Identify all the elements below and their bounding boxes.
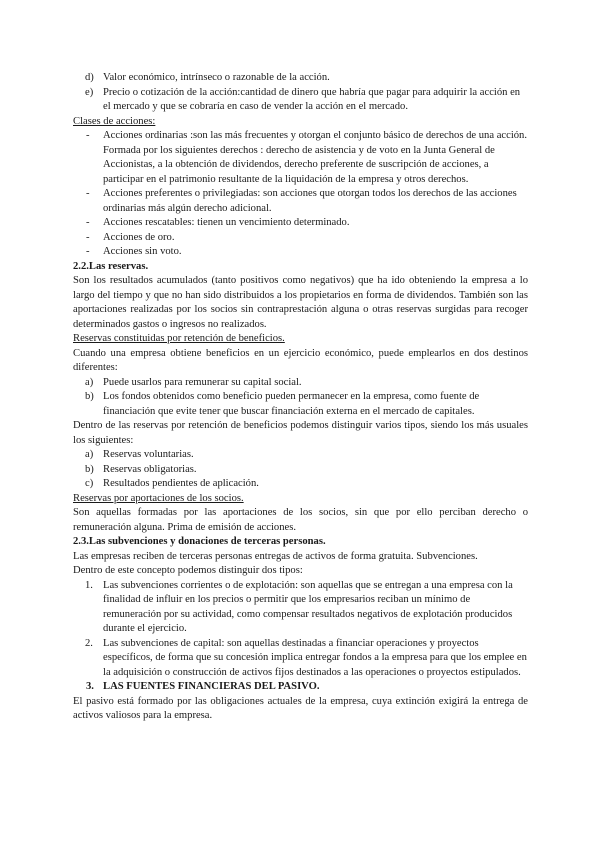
- list-text: Los fondos obtenidos como beneficio pueden permanecer en la empresa, como fuente de financiación que evite tener que buscar financiación externa en el mercado de capitales.: [103, 391, 480, 417]
- list-item: [73, 86, 528, 115]
- list-marker: 1.: [85, 579, 93, 591]
- list-text: Reservas voluntarias.: [103, 449, 194, 460]
- acc-list: [73, 71, 528, 115]
- list-item: [73, 376, 528, 391]
- list-item: [73, 637, 528, 681]
- list-text: Acciones de oro.: [103, 231, 175, 243]
- pasivo-paragraph: El pasivo está formado por las obligaciones actuales de la empresa, cuya extinción exigirá la entrega de activos valiosos para la empresa.: [73, 695, 528, 721]
- list-text: Resultados pendientes de aplicación.: [103, 478, 259, 489]
- clases-title: Clases de acciones:: [73, 115, 156, 127]
- reservas-paragraph: Son los resultados acumulados (tanto positivos como negativos) que ha ido obteniendo la empresa a lo largo del tiempo y que no han sido distribuidos a los propietarios en forma de dividendos. También son las aportaciones realizadas por los socios sin contraprestación alguna o otras reservas surgidas para recoger determinados gastos o ingresos no realizados.: [73, 275, 528, 330]
- list-text: Reservas obligatorias.: [103, 463, 197, 475]
- list-text: Puede usarlos para remunerar su capital social.: [103, 376, 302, 388]
- list-text: Las subvenciones corrientes o de explotación: son aquellas que se entregan a una empresa con la finalidad de influir en los precios o permitir que los empresarios reciban un mínimo de remuneración por su actividad, como compensar resultados negativos de explotación producidos durante el ejercicio.: [103, 579, 513, 634]
- list-item: [73, 71, 528, 86]
- reservas-heading: 2.2.Las reservas.: [73, 260, 149, 272]
- list-item: [73, 463, 528, 478]
- retencion-paragraph: Cuando una empresa obtiene beneficios en un ejercicio económico, puede emplearlos en dos destinos diferentes:: [73, 347, 528, 373]
- list-text: Precio o cotización de la acción:cantidad de dinero que habría que pagar para adquirir la acción en el mercado y que se cobraría en caso de vender la acción en el mercado.: [103, 86, 521, 112]
- list-text: Acciones sin voto.: [103, 246, 182, 257]
- list-item: [73, 231, 528, 246]
- list-marker: b): [85, 463, 94, 475]
- heading-text: LAS FUENTES FINANCIERAS DEL PASIVO.: [103, 681, 320, 692]
- list-text: Acciones preferentes o privilegiadas: son acciones que otorgan todos los derechos de las acciones ordinarias más algún derecho adicional.: [103, 188, 517, 214]
- tipos-paragraph: Dentro de las reservas por retención de beneficios podemos distinguir varios tipos, siendo los más usuales los siguientes:: [73, 420, 528, 446]
- list-marker: c): [85, 478, 94, 489]
- retencion-list: [73, 376, 528, 420]
- list-item: [73, 448, 528, 463]
- subvenciones-paragraph-2: Dentro de este concepto podemos distinguir dos tipos:: [73, 565, 303, 576]
- heading-number: 3.: [86, 681, 94, 692]
- aportaciones-title: Reservas por aportaciones de los socios.: [73, 492, 244, 504]
- list-marker: -: [86, 231, 90, 243]
- aportaciones-paragraph: Son aquellas formadas por las aportaciones de los socios, sin que por ello perciban derecho o remuneración alguna. Prima de emisión de acciones.: [73, 507, 528, 533]
- list-marker: -: [86, 130, 90, 141]
- list-item: [73, 129, 528, 187]
- list-text: Las subvenciones de capital: son aquellas destinadas a financiar operaciones y proyectos específicos, de forma que su concesión implica entregar fondos a la empresa para que los emplee en la adquisición o construcción de activos fijos destinados a las operaciones o proyectos estipulados.: [103, 637, 527, 678]
- list-item: [73, 187, 528, 216]
- subvenciones-heading: 2.3.Las subvenciones y donaciones de terceras personas.: [73, 536, 326, 547]
- list-item: [73, 216, 528, 231]
- list-marker: d): [85, 72, 94, 83]
- list-marker: a): [85, 449, 94, 460]
- list-item: [73, 477, 528, 492]
- list-marker: b): [85, 391, 94, 402]
- list-text: Valor económico, intrínseco o razonable de la acción.: [103, 72, 330, 83]
- retencion-title: Reservas constituidas por retención de beneficios.: [73, 333, 285, 344]
- list-text: Acciones rescatables: tienen un vencimiento determinado.: [103, 217, 350, 228]
- list-marker: -: [86, 246, 90, 257]
- document-page: [73, 71, 528, 724]
- list-marker: 2.: [85, 637, 93, 649]
- list-item: [73, 579, 528, 637]
- subvenciones-list: [73, 579, 528, 681]
- list-marker: e): [85, 86, 94, 98]
- tipos-list: [73, 448, 528, 492]
- subvenciones-paragraph-1: Las empresas reciben de terceras personas entregas de activos de forma gratuita. Subvenciones.: [73, 550, 478, 562]
- list-marker: a): [85, 376, 94, 388]
- list-marker: -: [86, 188, 90, 199]
- list-marker: -: [86, 217, 90, 228]
- list-item: [73, 245, 528, 260]
- pasivo-heading: [73, 680, 528, 695]
- clases-list: [73, 129, 528, 260]
- list-text: Acciones ordinarias :son las más frecuentes y otorgan el conjunto básico de derechos de una acción. Formada por los siguientes derechos : derecho de asistencia y de voto en la Junta General de Accionistas, a la obtención de dividendos, derecho preferente de suscripción de acciones, a participar en el patrimonio resultante de la liquidación de la empresa y otros derechos.: [103, 130, 527, 185]
- list-item: [73, 390, 528, 419]
